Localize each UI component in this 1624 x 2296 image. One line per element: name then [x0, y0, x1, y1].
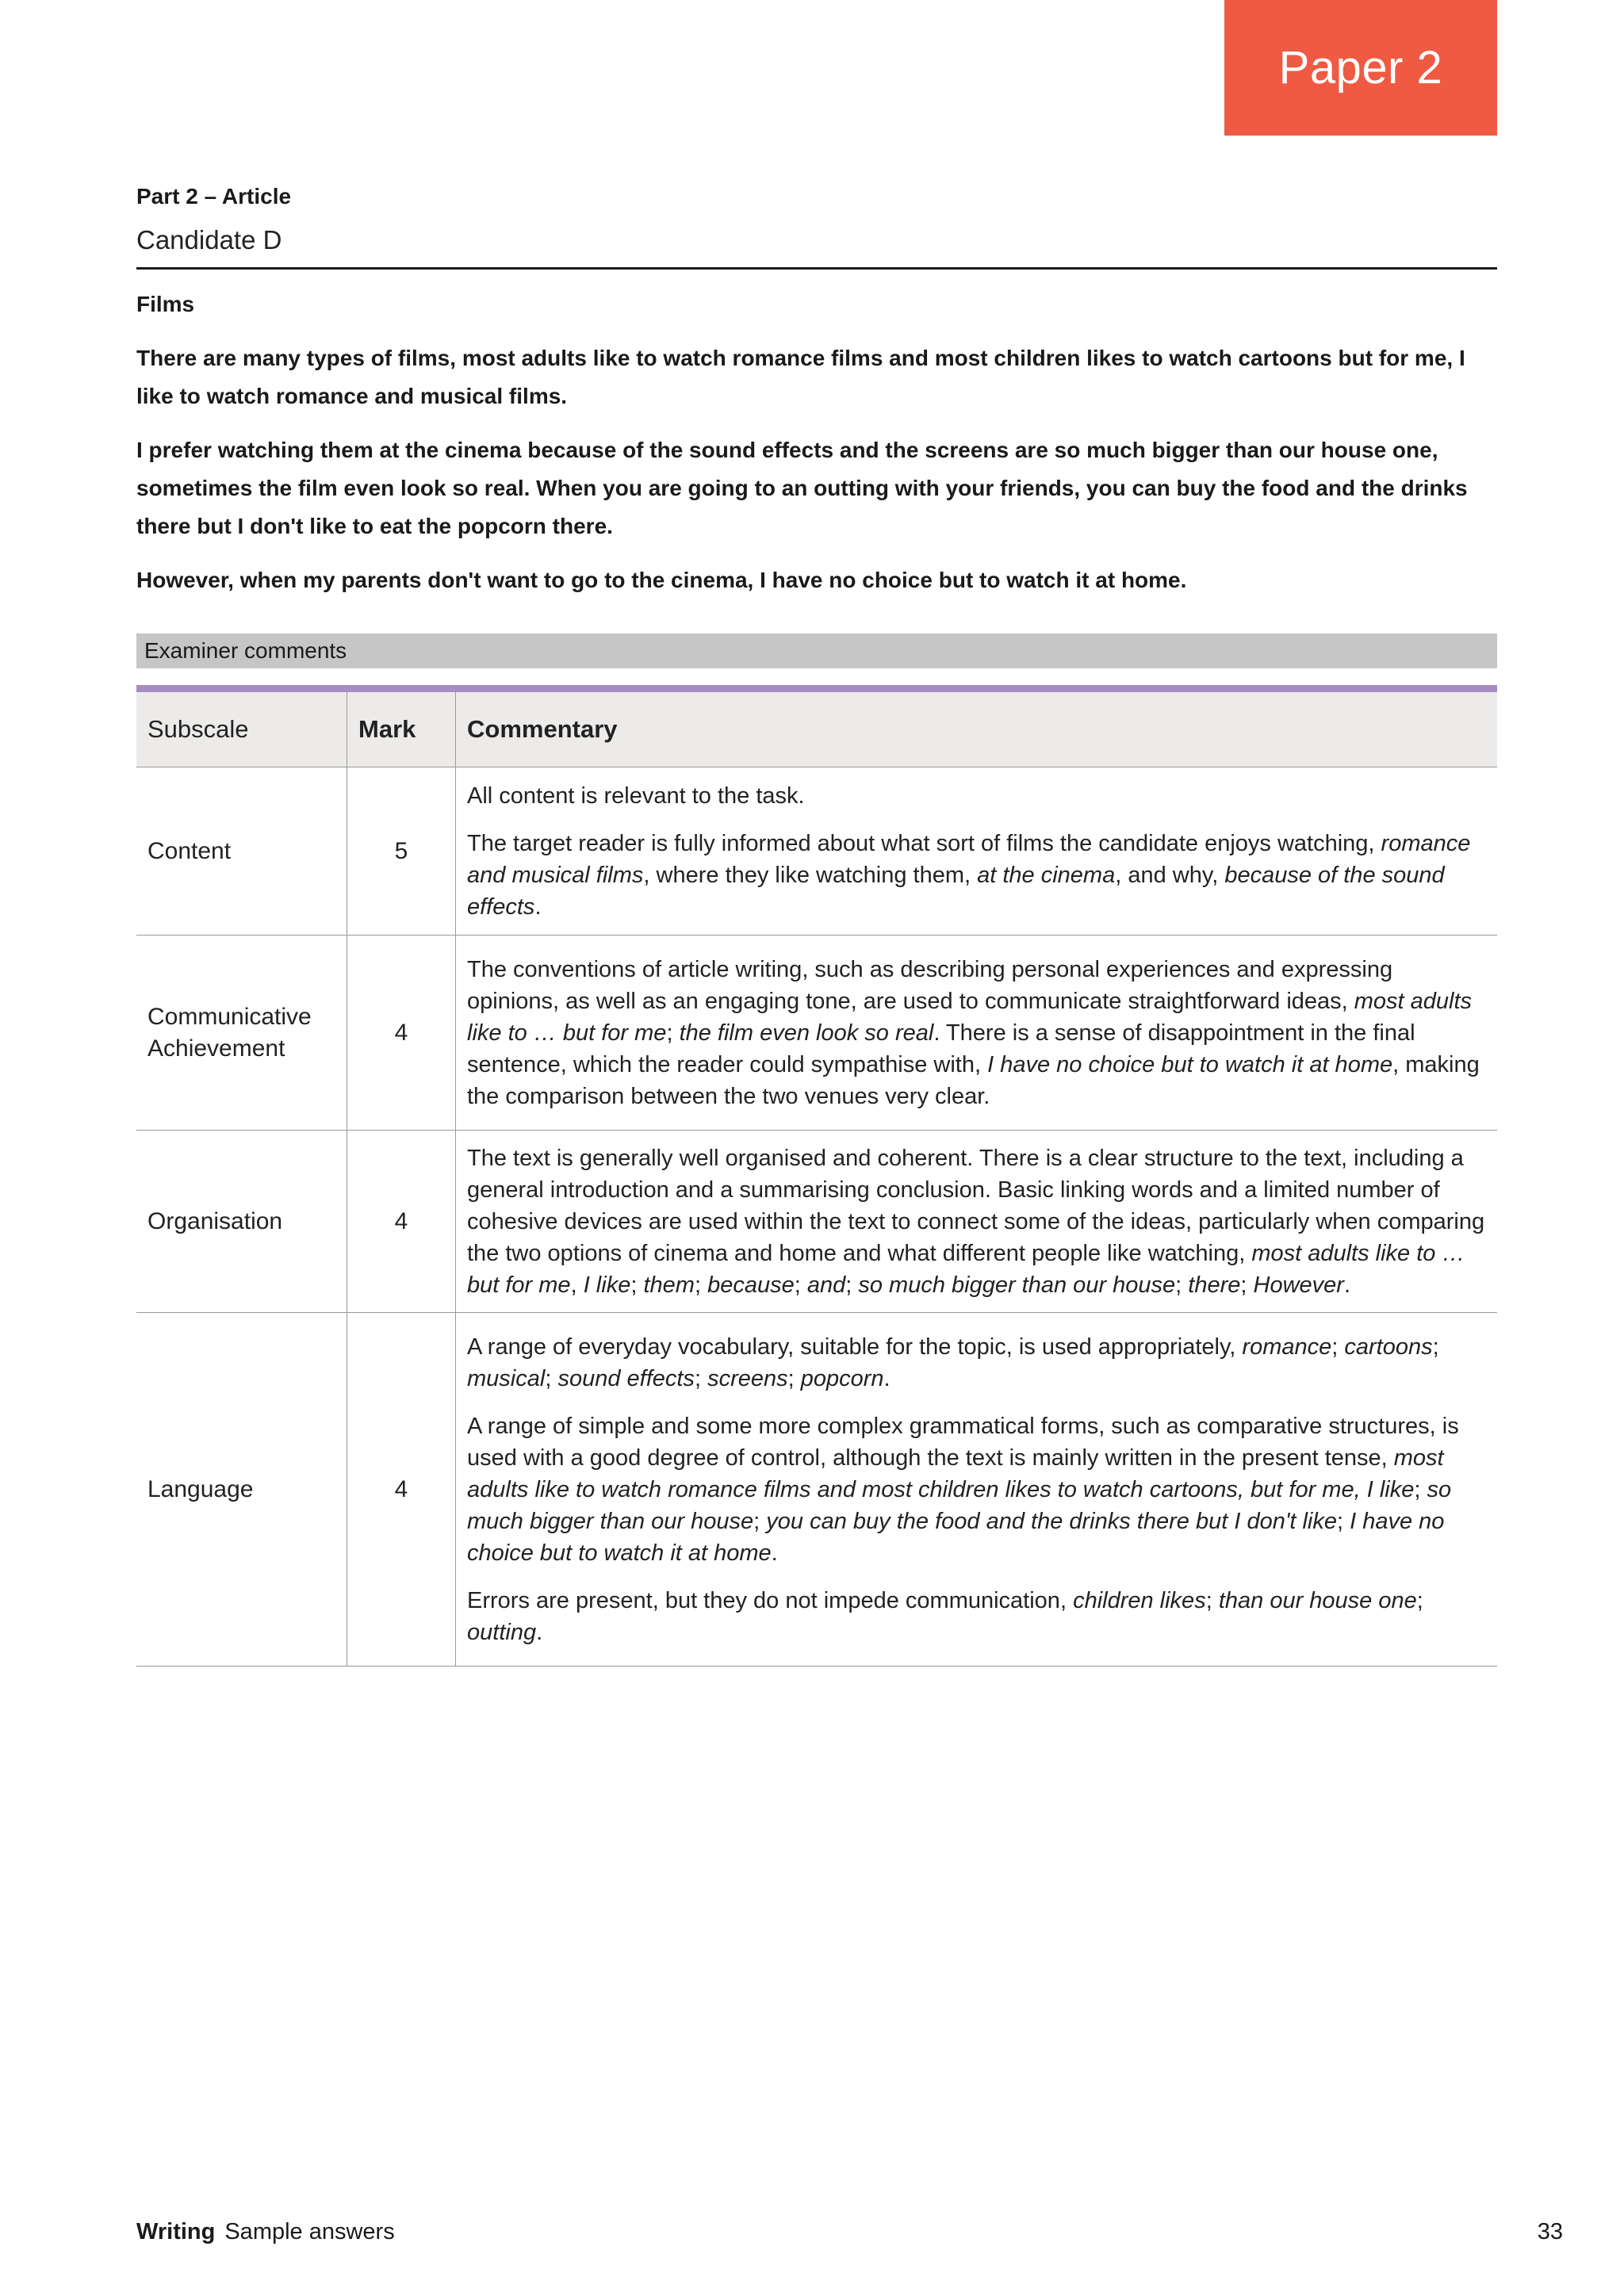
- table-top-rule: [136, 685, 1497, 692]
- commentary-paragraph: [467, 1585, 1486, 1648]
- commentary-paragraph: [467, 780, 1486, 812]
- commentary-text: ;: [1416, 1587, 1423, 1613]
- quoted-example: so much bigger than our house: [858, 1272, 1176, 1298]
- quoted-example: the film even look so real: [679, 1020, 934, 1046]
- commentary-text: ;: [630, 1272, 644, 1298]
- quoted-example: cartoons: [1344, 1334, 1433, 1360]
- subscale-header: Subscale: [136, 692, 347, 767]
- commentary-text: ;: [545, 1365, 558, 1391]
- quoted-example: so much bigger than our house: [467, 1476, 1452, 1534]
- quoted-example: children likes: [1073, 1587, 1206, 1613]
- commentary-paragraph: [467, 1142, 1486, 1301]
- commentary-text: ;: [794, 1272, 807, 1298]
- commentary-text: .: [771, 1540, 778, 1566]
- commentary-text: ;: [1331, 1334, 1345, 1360]
- commentary-text: ;: [694, 1272, 708, 1298]
- mark-cell: 4: [347, 1131, 456, 1313]
- commentary-text: ,: [570, 1272, 584, 1298]
- commentary-text: ;: [1337, 1508, 1350, 1534]
- commentary-text: A range of simple and some more complex grammatical forms, such as comparative structures, is used with a good degree of control, although the text is mainly written in the present tense,: [467, 1413, 1459, 1471]
- commentary-text: ;: [1414, 1476, 1427, 1502]
- quoted-example: However: [1253, 1272, 1344, 1298]
- commentary-text: All content is relevant to the task.: [467, 783, 805, 809]
- page-number: 33: [1537, 2219, 1563, 2244]
- quoted-example: sound effects: [557, 1365, 695, 1391]
- commentary-text: ;: [1240, 1272, 1254, 1298]
- commentary-paragraph: [467, 1410, 1486, 1569]
- quoted-example: you can buy the food and the drinks there but I don't like: [766, 1508, 1337, 1534]
- commentary-text: The text is generally well organised and coherent. There is a clear structure to the text, including a general introduction and a summarising conclusion. Basic linking words and a limited number of cohesive devices are used within the text to connect some of the ideas, particularly when comparing the two options of cinema and home and what different people like watching,: [467, 1145, 1485, 1266]
- footer-section: [136, 2219, 395, 2245]
- commentary-text: , and why,: [1115, 862, 1225, 888]
- table-row: [136, 1131, 1497, 1313]
- commentary-text: ;: [1432, 1334, 1439, 1360]
- subscale-cell: Content: [136, 767, 347, 936]
- commentary-cell: [456, 936, 1498, 1131]
- quoted-example: there: [1188, 1272, 1241, 1298]
- commentary-text: .: [536, 1619, 543, 1645]
- commentary-text: Errors are present, but they do not impede communication,: [467, 1587, 1074, 1613]
- header-rule: [136, 267, 1497, 270]
- table-row: [136, 767, 1497, 936]
- quoted-example: at the cinema: [977, 862, 1116, 888]
- commentary-text: ;: [694, 1365, 708, 1391]
- examiner-comments-heading: Examiner comments: [136, 633, 1497, 668]
- quoted-example: outting: [467, 1619, 537, 1645]
- mark-header: Mark: [347, 692, 456, 767]
- quoted-example: popcorn: [800, 1365, 884, 1391]
- commentary-text: A range of everyday vocabulary, suitable for the topic, is used appropriately,: [467, 1334, 1243, 1360]
- quoted-example: I like: [583, 1272, 631, 1298]
- footer-subtitle: Sample answers: [224, 2219, 395, 2244]
- commentary-text: ;: [845, 1272, 859, 1298]
- commentary-text: ;: [787, 1365, 801, 1391]
- subscale-cell: Language: [136, 1313, 347, 1667]
- commentary-cell: [456, 1131, 1498, 1313]
- table-header-row: [136, 692, 1497, 767]
- candidate-article: [136, 285, 1497, 615]
- quoted-example: musical: [467, 1365, 546, 1391]
- commentary-paragraph: [467, 954, 1486, 1112]
- quoted-example: because of the sound effects: [467, 862, 1445, 920]
- article-paragraph: There are many types of films, most adults like to watch romance films and most children likes to watch cartoons but for me, I like to watch romance and musical films.: [136, 346, 1465, 408]
- commentary-text: ;: [753, 1508, 767, 1534]
- subscale-cell: Organisation: [136, 1131, 347, 1313]
- quoted-example: because: [707, 1272, 795, 1298]
- quoted-example: than our house one: [1218, 1587, 1417, 1613]
- table-row: [136, 1313, 1497, 1667]
- article-paragraph: However, when my parents don't want to go to the cinema, I have no choice but to watch it at home.: [136, 568, 1187, 592]
- commentary-text: .: [534, 894, 542, 920]
- quoted-example: most adults like to watch romance films and most children likes to watch cartoons, but for me, I like: [467, 1445, 1444, 1502]
- commentary-text: The target reader is fully informed about what sort of films the candidate enjoys watching,: [467, 830, 1381, 856]
- quoted-example: I have no choice but to watch it at home: [987, 1051, 1393, 1077]
- quoted-example: and: [806, 1272, 846, 1298]
- commentary-paragraph: [467, 828, 1486, 923]
- commentary-text: ;: [1175, 1272, 1189, 1298]
- quoted-example: most adults like to … but for me: [467, 1240, 1465, 1298]
- commentary-text: , making the comparison between the two venues very clear.: [467, 1051, 1480, 1109]
- footer-section-title: Writing: [136, 2219, 216, 2244]
- subscale-cell: Communicative Achievement: [136, 936, 347, 1131]
- article-paragraph: I prefer watching them at the cinema because of the sound effects and the screens are so much bigger than our house one, sometimes the film even look so real. When you are going to an outting with your friends, you can buy the food and the drinks there but I don't like to eat the popcorn there.: [136, 438, 1468, 538]
- examiner-comments-table: [136, 692, 1497, 1667]
- commentary-text: The conventions of article writing, such as describing personal experiences and expressing opinions, as well as an engaging tone, are used to communicate straightforward ideas,: [467, 956, 1393, 1014]
- quoted-example: I have no choice but to watch it at home: [467, 1508, 1445, 1566]
- mark-cell: 5: [347, 767, 456, 936]
- commentary-text: . There is a sense of disappointment in the final sentence, which the reader could sympathise with,: [467, 1020, 1415, 1077]
- commentary-text: , where they like watching them,: [643, 862, 978, 888]
- part-label: Part 2 – Article: [136, 184, 292, 209]
- commentary-paragraph: [467, 1331, 1486, 1395]
- table-row: [136, 936, 1497, 1131]
- commentary-cell: [456, 767, 1498, 936]
- article-title: Films: [136, 292, 195, 316]
- quoted-example: screens: [707, 1365, 788, 1391]
- mark-cell: 4: [347, 936, 456, 1131]
- quoted-example: them: [643, 1272, 695, 1298]
- mark-cell: 4: [347, 1313, 456, 1667]
- commentary-header: Commentary: [456, 692, 1498, 767]
- paper-tab: Paper 2: [1224, 0, 1497, 136]
- commentary-text: .: [1343, 1272, 1351, 1298]
- candidate-label: Candidate D: [136, 225, 282, 254]
- commentary-text: .: [883, 1365, 891, 1391]
- quoted-example: romance: [1242, 1334, 1332, 1360]
- quoted-example: most adults like to … but for me: [467, 988, 1473, 1046]
- commentary-text: ;: [666, 1020, 680, 1046]
- commentary-cell: [456, 1313, 1498, 1667]
- quoted-example: romance and musical films: [467, 830, 1471, 888]
- commentary-text: ;: [1205, 1587, 1219, 1613]
